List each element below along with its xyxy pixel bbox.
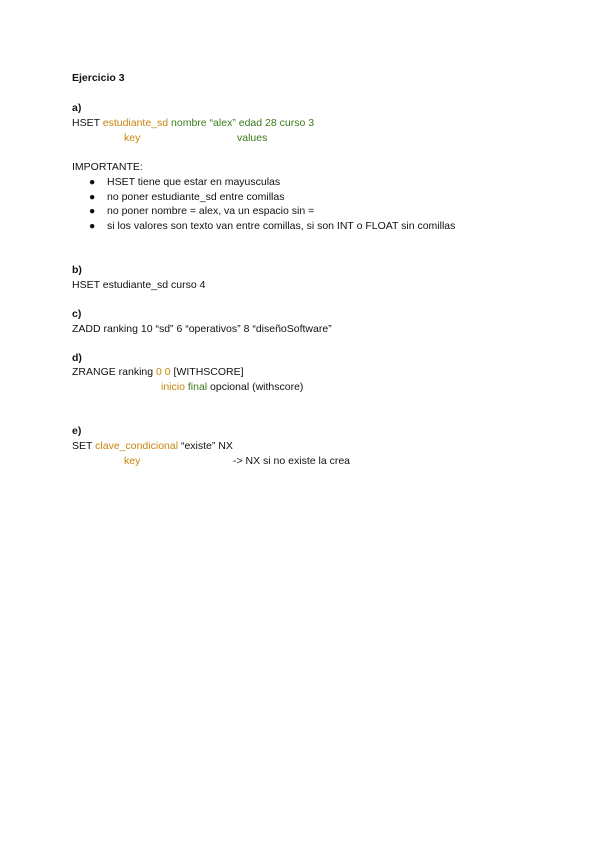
list-item-text: si los valores son texto van entre comillas, si son INT o FLOAT sin comillas bbox=[107, 220, 456, 232]
range-token: 0 0 bbox=[156, 366, 171, 378]
command-keyword: HSET bbox=[72, 117, 103, 129]
section-c-command: ZADD ranking 10 “sd” 6 “operativos” 8 “diseñoSoftware” bbox=[72, 323, 332, 335]
bullet-icon: ● bbox=[89, 176, 96, 188]
section-e-label: e) bbox=[72, 425, 82, 437]
inicio-annotation: inicio bbox=[161, 381, 185, 393]
section-d-command bbox=[72, 366, 244, 379]
opcional-annotation: opcional (withscore) bbox=[207, 381, 304, 393]
section-d-annotation bbox=[161, 381, 303, 394]
section-a-label: a) bbox=[72, 102, 82, 114]
key-annotation: key bbox=[124, 132, 141, 144]
list-item-text: no poner estudiante_sd entre comillas bbox=[107, 191, 285, 203]
bullet-icon: ● bbox=[89, 205, 96, 217]
list-item-text: no poner nombre = alex, va un espacio sin = bbox=[107, 205, 315, 217]
list-item bbox=[89, 220, 455, 233]
key-token: clave_condicional bbox=[95, 440, 179, 452]
key-token: estudiante_sd bbox=[102, 117, 169, 129]
list-item-text: HSET tiene que estar en mayusculas bbox=[107, 176, 281, 188]
list-item bbox=[89, 205, 314, 218]
values-token: nombre “alex” edad 28 curso 3 bbox=[168, 117, 315, 129]
nx-annotation: -> NX si no existe la crea bbox=[233, 455, 351, 467]
important-label: IMPORTANTE: bbox=[72, 161, 143, 173]
section-e-command bbox=[72, 440, 233, 453]
key-annotation: key bbox=[124, 455, 141, 467]
section-c-label: c) bbox=[72, 308, 82, 320]
section-a-command bbox=[72, 117, 314, 130]
values-annotation: values bbox=[237, 132, 268, 144]
final-annotation: final bbox=[187, 381, 208, 393]
list-item bbox=[89, 191, 284, 204]
option-token: [WITHSCORE] bbox=[170, 366, 244, 378]
page-title: Ejercicio 3 bbox=[72, 72, 125, 84]
value-token: “existe” NX bbox=[178, 440, 233, 452]
list-item bbox=[89, 176, 280, 189]
bullet-icon: ● bbox=[89, 220, 96, 232]
command-keyword: SET bbox=[72, 440, 96, 452]
bullet-icon: ● bbox=[89, 191, 96, 203]
section-d-label: d) bbox=[72, 352, 82, 364]
section-b-command: HSET estudiante_sd curso 4 bbox=[72, 279, 206, 291]
section-b-label: b) bbox=[72, 264, 82, 276]
command-keyword: ZRANGE ranking bbox=[72, 366, 157, 378]
